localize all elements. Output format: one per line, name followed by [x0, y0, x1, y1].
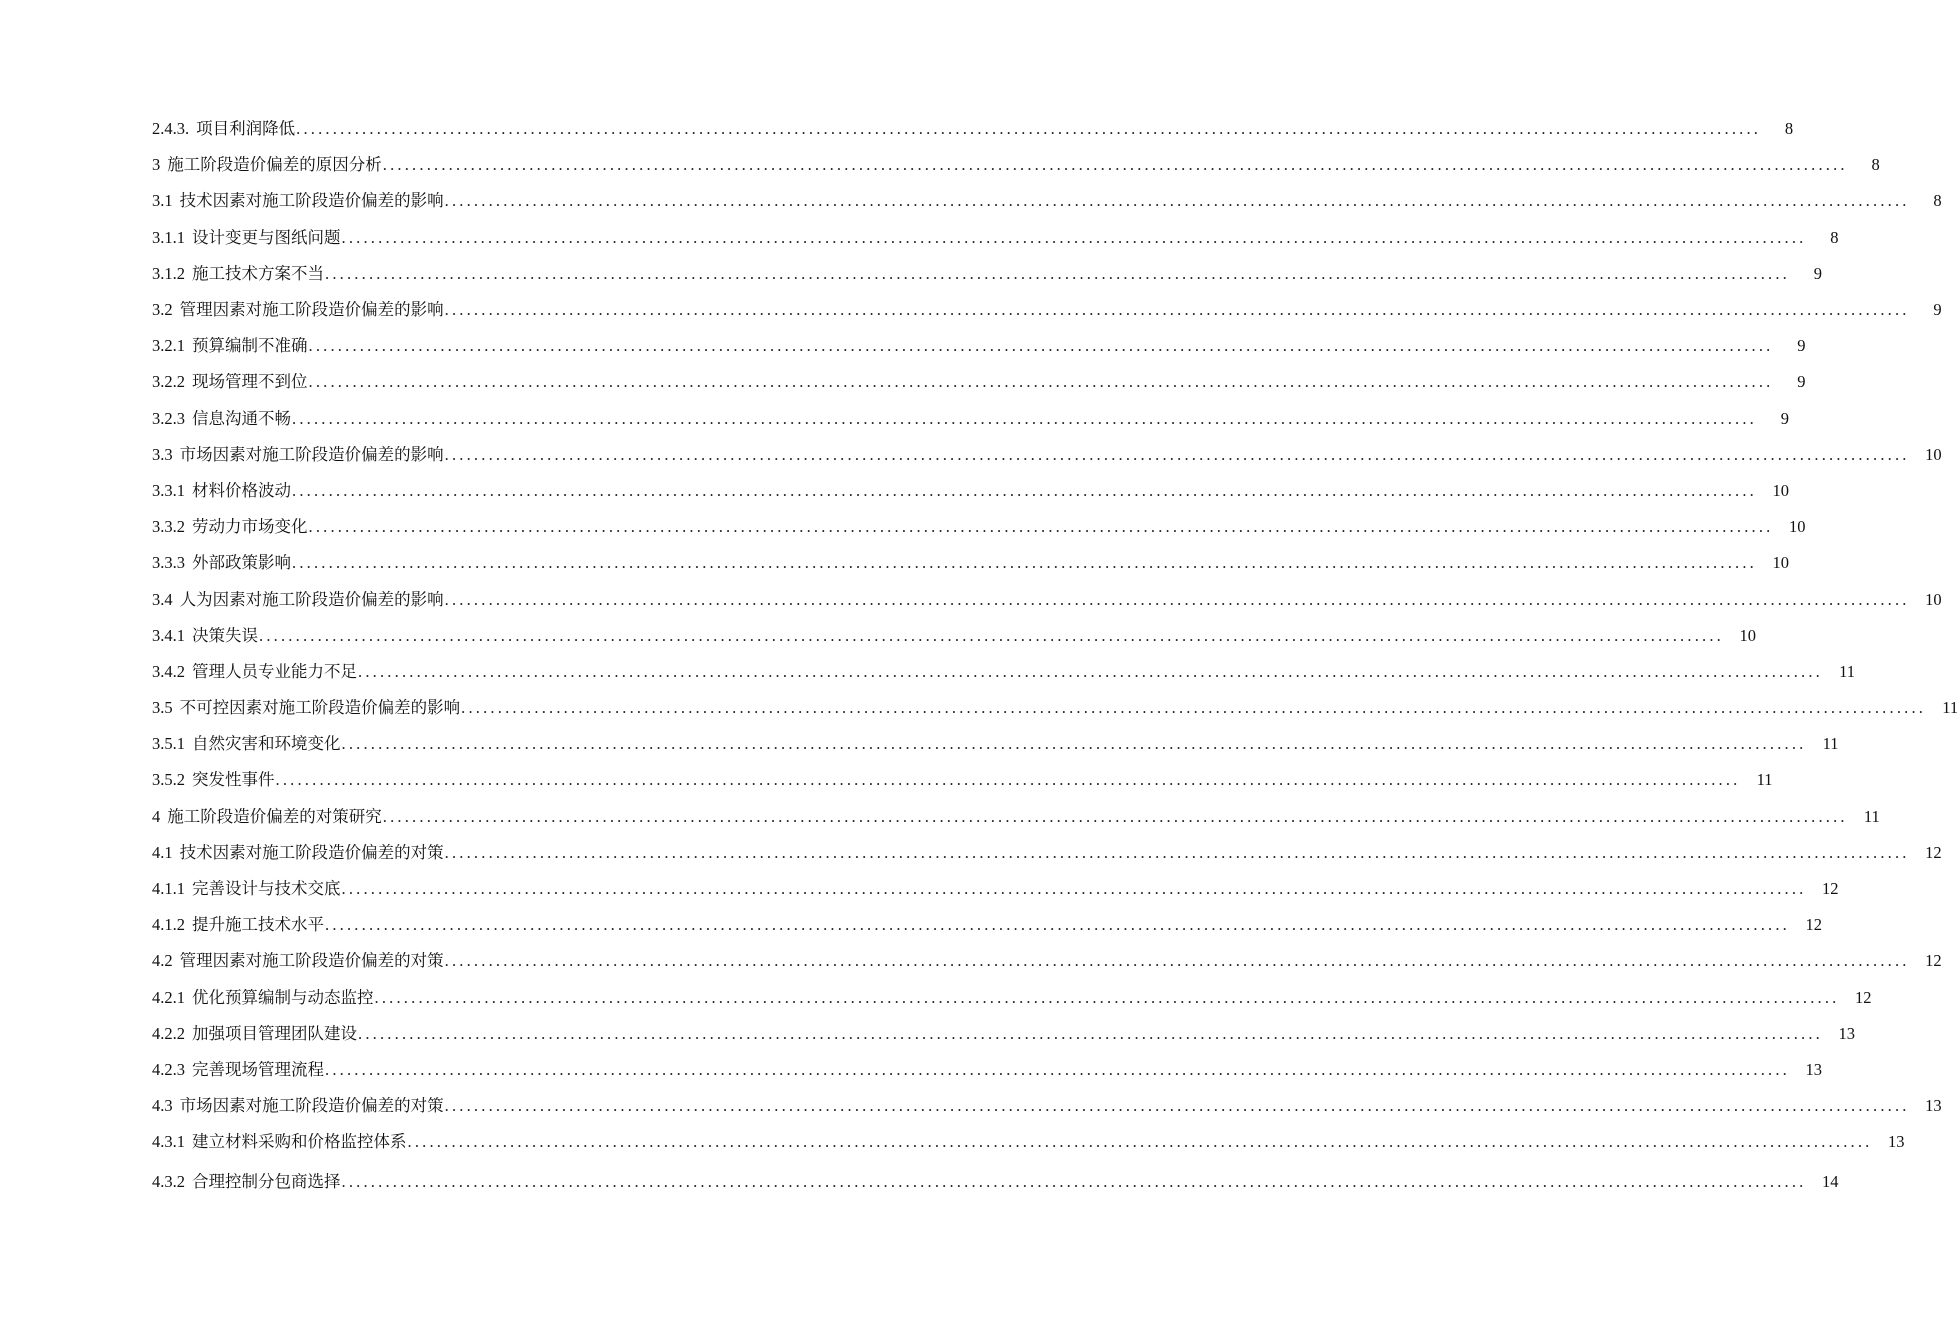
toc-dot-leader: ........................................................................................................................................................................................................: [444, 951, 1910, 971]
toc-entry[interactable]: [152, 328, 1806, 364]
toc-entry-title: 完善现场管理流程: [192, 1059, 324, 1079]
toc-entry[interactable]: [152, 1124, 1905, 1160]
toc-entry-title: 施工阶段造价偏差的原因分析: [167, 155, 382, 175]
toc-dot-leader: ........................................................................................................................................................................................................: [341, 1171, 1807, 1191]
toc-entry-title: 不可控因素对施工阶段造价偏差的影响: [179, 698, 461, 718]
toc-entry-number: 3.1.2: [152, 263, 185, 283]
toc-entry-title: 优化预算编制与动态监控: [192, 987, 374, 1007]
toc-entry[interactable]: [152, 473, 1789, 509]
toc-entry[interactable]: [152, 654, 1855, 690]
toc-entry-title: 市场因素对施工阶段造价偏差的对策: [179, 1096, 444, 1116]
toc-entry-number: 3.3.2: [152, 517, 185, 537]
toc-entry-page-number: 11: [1756, 770, 1773, 790]
toc-entry-page-number: 11: [1863, 806, 1880, 826]
toc-entry[interactable]: [152, 183, 1942, 219]
toc-entry[interactable]: [152, 401, 1789, 437]
toc-entry-title: 突发性事件: [192, 770, 275, 790]
toc-entry-number: 4.2.2: [152, 1023, 185, 1043]
toc-dot-leader: ........................................................................................................................................................................................................: [407, 1132, 1873, 1152]
toc-entry-page-number: 8: [1784, 119, 1794, 139]
toc-dot-leader: ........................................................................................................................................................................................................: [341, 734, 1807, 754]
toc-entry-page-number: 12: [1855, 987, 1872, 1007]
toc-entry-number: 3.5.2: [152, 770, 185, 790]
toc-dot-leader: ........................................................................................................................................................................................................: [308, 517, 1774, 537]
toc-entry-number: 4.3: [152, 1096, 173, 1116]
toc-entry-title: 管理因素对施工阶段造价偏差的影响: [179, 300, 444, 320]
toc-dot-leader: ........................................................................................................................................................................................................: [259, 625, 1724, 645]
toc-entry[interactable]: [152, 726, 1839, 762]
toc-dot-leader: ........................................................................................................................................................................................................: [325, 915, 1790, 935]
toc-entry-title: 信息沟通不畅: [192, 408, 291, 428]
toc-dot-leader: ........................................................................................................................................................................................................: [292, 480, 1757, 500]
toc-entry-page-number: 8: [1933, 191, 1942, 211]
toc-entry-number: 4.1.2: [152, 915, 185, 935]
toc-entry[interactable]: [152, 220, 1839, 256]
toc-entry-number: 4.1.1: [152, 879, 185, 899]
toc-entry-page-number: 12: [1822, 879, 1839, 899]
toc-entry-title: 技术因素对施工阶段造价偏差的对策: [179, 842, 444, 862]
toc-entry-page-number: 9: [1797, 336, 1806, 356]
toc-entry[interactable]: [152, 799, 1880, 835]
toc-entry-title: 提升施工技术水平: [192, 915, 324, 935]
toc-entry-title: 人为因素对施工阶段造价偏差的影响: [179, 589, 444, 609]
toc-dot-leader: ........................................................................................................................................................................................................: [292, 553, 1757, 573]
toc-entry-number: 3.5.1: [152, 734, 185, 754]
toc-entry[interactable]: [152, 256, 1822, 292]
toc-entry-number: 3.3: [152, 444, 173, 464]
toc-entry[interactable]: [152, 111, 1794, 147]
toc-entry[interactable]: [152, 1016, 1855, 1052]
toc-dot-leader: ........................................................................................................................................................................................................: [444, 191, 1910, 211]
table-of-contents: [152, 111, 1958, 1200]
toc-entry[interactable]: [152, 364, 1806, 400]
toc-dot-leader: ........................................................................................................................................................................................................: [325, 263, 1790, 283]
toc-entry-number: 4.3.1: [152, 1132, 185, 1152]
toc-entry[interactable]: [152, 1088, 1942, 1124]
toc-entry-page-number: 10: [1925, 444, 1942, 464]
toc-entry-title: 现场管理不到位: [192, 372, 308, 392]
toc-dot-leader: ........................................................................................................................................................................................................: [325, 1059, 1790, 1079]
toc-entry[interactable]: [152, 980, 1872, 1016]
toc-entry-number: 3.2.1: [152, 336, 185, 356]
toc-entry-title: 市场因素对施工阶段造价偏差的影响: [179, 444, 444, 464]
toc-entry-number: 3.3.1: [152, 480, 185, 500]
toc-entry-number: 3.1: [152, 191, 173, 211]
toc-entry-title: 材料价格波动: [192, 480, 291, 500]
toc-entry[interactable]: [152, 545, 1789, 581]
toc-dot-leader: ........................................................................................................................................................................................................: [341, 227, 1807, 247]
toc-entry[interactable]: [152, 437, 1942, 473]
toc-entry[interactable]: [152, 943, 1942, 979]
toc-entry-title: 管理人员专业能力不足: [192, 661, 357, 681]
toc-dot-leader: ........................................................................................................................................................................................................: [444, 444, 1910, 464]
toc-entry-number: 4.2: [152, 951, 173, 971]
toc-entry-number: 4.3.2: [152, 1171, 185, 1191]
toc-entry[interactable]: [152, 1052, 1822, 1088]
toc-entry[interactable]: [152, 835, 1942, 871]
toc-entry-title: 合理控制分包商选择: [192, 1171, 341, 1191]
toc-dot-leader: ........................................................................................................................................................................................................: [374, 987, 1840, 1007]
toc-dot-leader: ........................................................................................................................................................................................................: [308, 336, 1774, 356]
toc-dot-leader: ........................................................................................................................................................................................................: [275, 770, 1741, 790]
toc-entry-number: 3.4.1: [152, 625, 185, 645]
toc-entry-number: 3.3.3: [152, 553, 185, 573]
toc-entry-number: 4.1: [152, 842, 173, 862]
toc-entry-page-number: 12: [1925, 842, 1942, 862]
toc-entry-title: 管理因素对施工阶段造价偏差的对策: [179, 951, 444, 971]
toc-entry[interactable]: [152, 147, 1880, 183]
toc-entry-title: 技术因素对施工阶段造价偏差的影响: [179, 191, 444, 211]
toc-dot-leader: ........................................................................................................................................................................................................: [461, 698, 1927, 718]
toc-entry-title: 施工技术方案不当: [192, 263, 324, 283]
toc-entry-page-number: 11: [1942, 698, 1958, 718]
toc-dot-leader: ........................................................................................................................................................................................................: [444, 1096, 1910, 1116]
toc-entry-title: 设计变更与图纸问题: [192, 227, 341, 247]
toc-dot-leader: ........................................................................................................................................................................................................: [308, 372, 1774, 392]
toc-entry-title: 劳动力市场变化: [192, 517, 308, 537]
toc-entry-title: 决策失误: [192, 625, 258, 645]
toc-entry[interactable]: [152, 871, 1839, 907]
toc-entry-page-number: 13: [1805, 1059, 1822, 1079]
toc-entry[interactable]: [152, 690, 1958, 726]
toc-dot-leader: ........................................................................................................................................................................................................: [444, 300, 1910, 320]
toc-entry-page-number: 13: [1838, 1023, 1855, 1043]
toc-dot-leader: ........................................................................................................................................................................................................: [444, 842, 1910, 862]
toc-entry[interactable]: [152, 762, 1773, 798]
toc-entry[interactable]: [152, 1163, 1839, 1199]
toc-entry[interactable]: [152, 581, 1942, 617]
toc-entry-page-number: 12: [1805, 915, 1822, 935]
toc-entry[interactable]: [152, 618, 1756, 654]
toc-dot-leader: ........................................................................................................................................................................................................: [382, 155, 1848, 175]
toc-entry-page-number: 8: [1830, 227, 1839, 247]
toc-entry-page-number: 9: [1797, 372, 1806, 392]
toc-entry-number: 4: [152, 806, 161, 826]
toc-entry-number: 2.4.3.: [152, 119, 190, 139]
toc-dot-leader: ........................................................................................................................................................................................................: [296, 119, 1762, 139]
toc-entry-page-number: 10: [1739, 625, 1756, 645]
toc-dot-leader: ........................................................................................................................................................................................................: [444, 589, 1910, 609]
toc-entry-title: 外部政策影响: [192, 553, 291, 573]
toc-entry-page-number: 10: [1772, 480, 1789, 500]
toc-dot-leader: ........................................................................................................................................................................................................: [341, 879, 1807, 899]
toc-entry-page-number: 12: [1925, 951, 1942, 971]
toc-entry-page-number: 10: [1772, 553, 1789, 573]
toc-entry-page-number: 13: [1888, 1132, 1905, 1152]
toc-entry-number: 3.4: [152, 589, 173, 609]
toc-entry-title: 建立材料采购和价格监控体系: [192, 1132, 407, 1152]
toc-entry-page-number: 11: [1839, 661, 1855, 681]
toc-entry-page-number: 13: [1925, 1096, 1942, 1116]
toc-dot-leader: ........................................................................................................................................................................................................: [358, 1023, 1823, 1043]
toc-entry-title: 项目利润降低: [196, 119, 296, 139]
toc-entry[interactable]: [152, 907, 1822, 943]
toc-entry-title: 完善设计与技术交底: [192, 879, 341, 899]
toc-entry-number: 3.2.2: [152, 372, 185, 392]
toc-entry-page-number: 14: [1822, 1171, 1839, 1191]
toc-dot-leader: ........................................................................................................................................................................................................: [382, 806, 1848, 826]
toc-entry-number: 3.2: [152, 300, 173, 320]
toc-entry-number: 3.4.2: [152, 661, 185, 681]
toc-entry-title: 自然灾害和环境变化: [192, 734, 341, 754]
toc-entry-number: 4.2.1: [152, 987, 185, 1007]
toc-dot-leader: ........................................................................................................................................................................................................: [292, 408, 1757, 428]
toc-entry-page-number: 9: [1780, 408, 1789, 428]
toc-entry-title: 施工阶段造价偏差的对策研究: [167, 806, 382, 826]
toc-entry-number: 3.5: [152, 698, 173, 718]
toc-entry-page-number: 8: [1871, 155, 1880, 175]
toc-entry-page-number: 11: [1822, 734, 1839, 754]
toc-entry-page-number: 9: [1813, 263, 1822, 283]
toc-entry[interactable]: [152, 509, 1806, 545]
toc-entry-title: 预算编制不准确: [192, 336, 308, 356]
toc-entry-number: 3.2.3: [152, 408, 185, 428]
toc-entry-number: 3: [152, 155, 161, 175]
toc-entry-page-number: 9: [1933, 300, 1942, 320]
toc-entry-title: 加强项目管理团队建设: [192, 1023, 357, 1043]
toc-entry-number: 4.2.3: [152, 1059, 185, 1079]
toc-dot-leader: ........................................................................................................................................................................................................: [358, 661, 1823, 681]
toc-entry-page-number: 10: [1925, 589, 1942, 609]
toc-entry-number: 3.1.1: [152, 227, 185, 247]
toc-entry[interactable]: [152, 292, 1942, 328]
toc-entry-page-number: 10: [1789, 517, 1806, 537]
